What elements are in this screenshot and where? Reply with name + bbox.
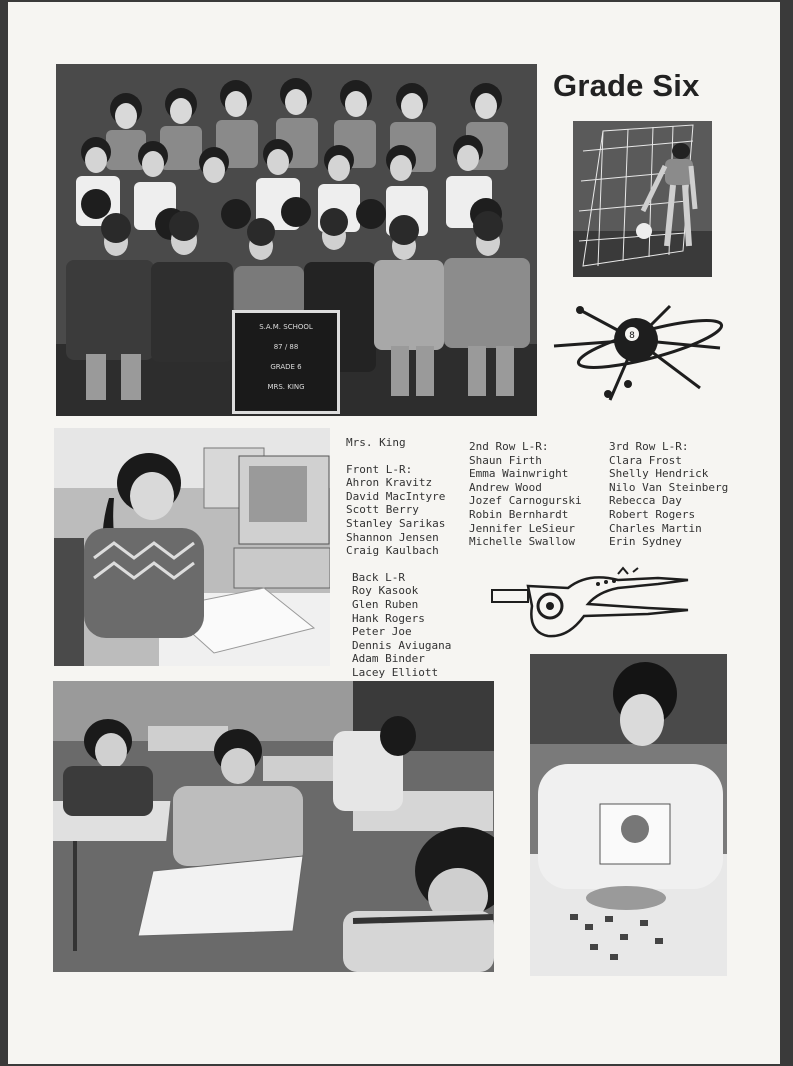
second-row-name: Jozef Carnogurski: [469, 494, 582, 508]
sign-school: S.A.M. SCHOOL: [259, 323, 313, 331]
back-row-heading: Back L-R: [352, 570, 405, 584]
third-row-name: Clara Frost: [609, 453, 682, 467]
front-row-heading: Front L-R:: [346, 462, 413, 476]
third-row-name: Erin Sydney: [609, 535, 682, 549]
front-row-name: David MacIntyre: [346, 489, 446, 503]
sign-teacher: MRS. KING: [267, 383, 305, 391]
teacher-name: Mrs. King: [346, 436, 406, 449]
second-row-name: Andrew Wood: [469, 480, 542, 494]
caption-column-3: [609, 440, 728, 549]
back-row-name: Peter Joe: [352, 625, 412, 639]
second-row-name: Jennifer LeSieur: [469, 521, 575, 535]
puzzle-student-photo: [530, 654, 727, 976]
front-row-name: Craig Kaulbach: [346, 544, 439, 558]
computer-student-photo: [54, 428, 330, 666]
sign-grade: GRADE 6: [270, 363, 302, 371]
second-row-name: Michelle Swallow: [469, 535, 575, 549]
soccer-goal-photo: [573, 121, 712, 277]
back-row-name: Hank Rogers: [352, 611, 425, 625]
front-row-name: Scott Berry: [346, 503, 419, 517]
second-row-name: Robin Bernhardt: [469, 507, 569, 521]
class-photo-sign: [232, 310, 340, 414]
svg-text:8: 8: [629, 331, 635, 341]
third-row-name: Charles Martin: [609, 521, 702, 535]
second-row-heading: 2nd Row L-R:: [469, 440, 549, 453]
back-row-name: Lacey Elliott: [352, 665, 439, 679]
third-row-name: Robert Rogers: [609, 507, 696, 521]
caption-column-2: [469, 440, 582, 549]
caption-column-1: [346, 436, 451, 680]
second-row-name: Emma Wainwright: [469, 467, 569, 481]
third-row-name: Rebecca Day: [609, 494, 682, 508]
back-row-name: Glen Ruben: [352, 597, 419, 611]
drafting-tools-clipart: [488, 566, 692, 640]
front-row-name: Stanley Sarikas: [346, 516, 446, 530]
classroom-writing-photo: [53, 681, 494, 972]
back-row-name: Dennis Aviugana: [352, 638, 452, 652]
third-row-name: Nilo Van Steinberg: [609, 480, 729, 494]
front-row-name: Ahron Kravitz: [346, 476, 433, 490]
eight-ball-star-clipart: [550, 296, 726, 404]
third-row-heading: 3rd Row L-R:: [609, 440, 689, 453]
front-row-name: Shannon Jensen: [346, 530, 439, 544]
second-row-name: Shaun Firth: [469, 453, 542, 467]
back-row-name: Roy Kasook: [352, 584, 419, 598]
sign-year: 87 / 88: [273, 343, 299, 351]
third-row-name: Shelly Hendrick: [609, 467, 709, 481]
back-row-name: Adam Binder: [352, 652, 425, 666]
page-title: Grade Six: [553, 68, 700, 103]
